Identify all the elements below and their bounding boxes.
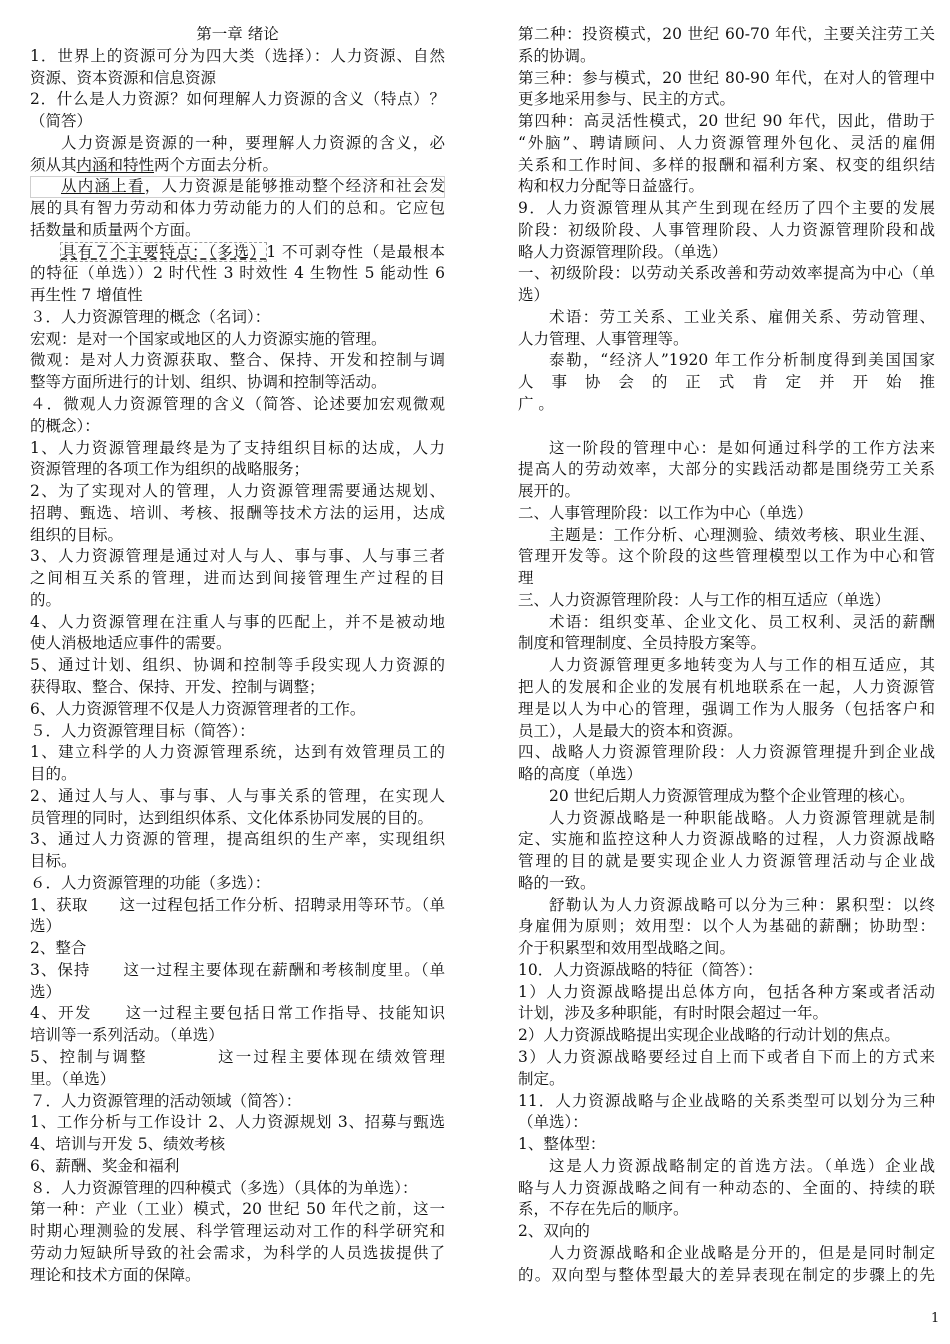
text-line: 制度和管理制度、全员持股方案等。 xyxy=(518,634,767,653)
text-line: 资源、资本资源和信息资源 xyxy=(30,68,217,87)
right-column xyxy=(518,24,935,1286)
text-line: 管理的目的就是要实现企业人力资源管理活动与企业战 xyxy=(518,852,935,871)
paragraph xyxy=(30,938,445,960)
blank-line xyxy=(518,416,935,438)
text-line: 的。双向型与整体型最大的差异表现在制定的步骤上的先 xyxy=(518,1265,935,1284)
text-line: 员工），人是最大的资本和资源。 xyxy=(518,721,743,740)
paragraph xyxy=(30,1091,445,1113)
text-line: 目的。 xyxy=(30,765,77,784)
text-line: 6、人力资源管理不仅是人力资源管理者的工作。 xyxy=(30,699,366,718)
text-line: 人力资源管理更多地转变为人与工作的相互适应，其 xyxy=(549,656,935,675)
paragraph xyxy=(518,350,935,415)
paragraph xyxy=(30,133,445,177)
paragraph xyxy=(30,699,445,721)
text-line: 培训等一系列活动。（单选） xyxy=(30,1026,224,1045)
text-line: 1、获取 这一过程包括工作分析、招聘录用等环节。（单 xyxy=(30,895,445,914)
text-line: 选） xyxy=(30,982,62,1001)
paragraph xyxy=(30,612,445,656)
paragraph xyxy=(518,68,935,112)
paragraph xyxy=(30,742,445,786)
text-line: 的。 xyxy=(30,590,62,609)
paragraph xyxy=(30,1112,445,1156)
text-line: 术语：组织变革、企业文化、员工权利、灵活的薪酬 xyxy=(549,612,935,631)
text-line: 更多地采用参与、民主的方式。 xyxy=(518,90,736,109)
text-line: 三、人力资源管理阶段：人与工作的相互适应（单选） xyxy=(518,590,891,609)
paragraph xyxy=(30,786,445,830)
text-line: 关系和工作时间、多样的报酬和福利方案、权变的组织结 xyxy=(518,155,935,174)
text-line: 里。（单选） xyxy=(30,1069,116,1088)
text-line: 4、培训与开发 5、绩效考核 xyxy=(30,1135,226,1154)
text-line: 四、战略人力资源管理阶段：人力资源管理提升到企业战 xyxy=(518,743,935,762)
text-line: 管理开发等。这个阶段的这些管理模型以工作为中心和管 xyxy=(518,547,935,566)
text-line: 的特征（单选））2 时代性 3 时效性 4 生物性 5 能动性 6 xyxy=(30,264,445,283)
paragraph xyxy=(30,895,445,939)
text-line: 时期心理测验的发展、科学管理运动对工作的科学研究和 xyxy=(30,1222,445,1241)
text-line: 2、通过人与人、事与事、人与事关系的管理，在实现人 xyxy=(30,786,445,805)
text-line: 3、保持 这一过程主要体现在薪酬和考核制度里。（单 xyxy=(30,960,445,979)
text-line: 提高人的劳动效率，大部分的实践活动都是围绕劳工关系 xyxy=(518,460,935,479)
chapter-title: 第一章 绪论 xyxy=(196,25,279,43)
page-number: 1 xyxy=(931,1311,940,1326)
paragraph xyxy=(30,307,445,329)
paragraph xyxy=(518,960,935,982)
text-line: 广 。 xyxy=(518,395,554,414)
text-line: 20 世纪后期人力资源管理成为整个企业管理的核心。 xyxy=(549,786,915,805)
paragraph xyxy=(518,1134,935,1156)
text-line: 制定。 xyxy=(518,1069,565,1088)
text-line: 微观：是对人力资源获取、整合、保持、开发和控制与调 xyxy=(30,351,445,370)
text-line: 3、人力资源管理是通过对人与人、事与事、人与事三者 xyxy=(30,547,445,566)
paragraph xyxy=(30,350,445,394)
text-line: 4、开发 这一过程主要包括日常工作指导、技能知识 xyxy=(30,1004,445,1023)
paragraph xyxy=(30,829,445,873)
text-line: （单选）： xyxy=(518,1113,588,1132)
text-line: 招聘、甄选、培训、考核、报酬等技术方法的运用，达成 xyxy=(30,503,445,522)
text-line: 3、通过人力资源的管理，提高组织的生产率，实现组织 xyxy=(30,830,445,849)
text-line: 目标。 xyxy=(30,852,77,871)
text-line: 组织的目标。 xyxy=(30,525,124,544)
text-line: 第一种：产业（工业）模式，20 世纪 50 年代之前，这一 xyxy=(30,1200,445,1219)
text-line: 展的具有智力劳动和体力劳动能力的人们的总和。它应包 xyxy=(30,199,445,218)
text-segment: 两个方面去分析。 xyxy=(154,155,279,174)
text-line: 2、为了实现对人的管理，人力资源管理需要通达规划、 xyxy=(30,482,445,501)
text-line: 9．人力资源管理从其产生到现在经历了四个主要的发展 xyxy=(518,199,935,218)
text-line: 二、人事管理阶段：以工作为中心（单选） xyxy=(518,503,813,522)
underlined-text: 具有７个主要特点：（多选） xyxy=(61,242,267,261)
text-line: 这一阶段的管理中心：是如何通过科学的工作方法来 xyxy=(549,438,935,457)
text-line: 人力资源战略和企业战略是分开的，但是是同时制定 xyxy=(549,1243,935,1262)
text-line: 主题是：工作分析、心理测验、绩效考核、职业生涯、 xyxy=(549,525,935,544)
text-line: 2．什么是人力资源？如何理解人力资源的含义（特点）？ xyxy=(30,90,445,109)
text-line: 劳动力短缺所导致的社会需求，为科学的人员选拔提供了 xyxy=(30,1243,445,1262)
text-line: 身雇佣为原则；效用型：以个人为基础的薪酬；协助型： xyxy=(518,917,935,936)
paragraph xyxy=(518,198,935,263)
text-line: 再生性 7 增值性 xyxy=(30,286,143,305)
text-line: 括数量和质量两个方面。 xyxy=(30,220,201,239)
paragraph xyxy=(30,873,445,895)
text-line: 第二种：投资模式，20 世纪 60-70 年代，主要关注劳工关 xyxy=(518,25,935,43)
paragraph xyxy=(518,895,935,960)
text-segment: 须从其 xyxy=(30,155,77,174)
text-line: 2、整合 xyxy=(30,939,87,958)
paragraph xyxy=(30,438,445,482)
paragraph xyxy=(30,1199,445,1286)
text-line: 构和权力分配等日益盛行。 xyxy=(518,177,705,196)
paragraph xyxy=(518,111,935,198)
text-line: 略人力资源管理阶段。（单选） xyxy=(518,242,728,261)
text-line: 舒勒认为人力资源战略可以分为三种：累积型：以终 xyxy=(549,895,935,914)
text-line: 人力管理、人事管理等。 xyxy=(518,329,689,348)
underlined-text: 内涵和特性 xyxy=(76,155,155,174)
paragraph xyxy=(30,546,445,611)
paragraph xyxy=(518,742,935,786)
text-line xyxy=(30,176,445,198)
paragraph xyxy=(30,655,445,699)
paragraph xyxy=(518,1221,935,1243)
text-line: 之间相互关系的管理，进而达到间接管理生产过程的目 xyxy=(30,569,445,588)
paragraph xyxy=(30,329,445,351)
text-line: 资源管理的各项工作为组织的战略服务； xyxy=(30,460,310,479)
text-line: 6、薪酬、奖金和福利 xyxy=(30,1156,180,1175)
text-line: 系的协调。 xyxy=(518,46,596,65)
text-line: 11．人力资源战略与企业战略的关系类型可以划分为三种 xyxy=(518,1091,935,1110)
paragraph xyxy=(518,1047,935,1091)
paragraph xyxy=(518,1243,935,1287)
text-line: 泰勒，“经济人”1920 年工作分析制度得到美国国家 xyxy=(549,351,935,370)
paragraph xyxy=(30,46,445,90)
text-line: （简答） xyxy=(30,112,93,131)
text-line: “外脑”、聘请顾问、人力资源管理外包化、灵活的雇佣 xyxy=(518,133,935,152)
text-line: ５．人力资源管理目标（简答）： xyxy=(30,721,255,740)
text-line: ４．微观人力资源管理的含义（简答、论述要加宏观微观 xyxy=(30,395,445,414)
paragraph xyxy=(518,1025,935,1047)
paragraph xyxy=(30,176,445,241)
text-line: 理论和技术方面的保障。 xyxy=(30,1265,201,1284)
text-line: 选） xyxy=(518,286,550,305)
text-line: 这是人力资源战略制定的首选方法。（单选）企业战 xyxy=(549,1156,935,1175)
text-line: 一、初级阶段：以劳动关系改善和劳动效率提高为中心（单 xyxy=(518,264,935,283)
paragraph xyxy=(30,1003,445,1047)
paragraph xyxy=(518,24,935,68)
text-line: 人力资源是资源的一种，要理解人力资源的含义，必 xyxy=(61,133,445,152)
text-line: 人 事 协 会 的 正 式 肯 定 并 开 始 推 xyxy=(518,373,935,392)
text-line: ７．人力资源管理的活动领域（简答）： xyxy=(30,1091,302,1110)
text-line: ３．人力资源管理的概念（名词）： xyxy=(30,307,271,326)
text-line: 略的一致。 xyxy=(518,873,596,892)
paragraph xyxy=(30,394,445,438)
paragraph xyxy=(30,1047,445,1091)
paragraph xyxy=(30,1156,445,1178)
text-line: 介于积累型和效用型战略之间。 xyxy=(518,939,736,958)
text-line: 的概念）： xyxy=(30,416,100,435)
text-line: 4、人力资源管理在注重人与事的匹配上，并不是被动地 xyxy=(30,612,445,631)
text-line: 选） xyxy=(30,917,62,936)
text-line: 略的高度（单选） xyxy=(518,765,643,784)
text-line: 使人消极地适应事件的需要。 xyxy=(30,634,232,653)
text-line: 2、双向的 xyxy=(518,1222,590,1241)
text-line: 术语：劳工关系、工业关系、雇佣关系、劳动管理、 xyxy=(549,307,935,326)
paragraph xyxy=(518,525,935,590)
text-line: 理是以人为中心的管理，强调工作为人服务（包括客户和 xyxy=(518,699,935,718)
left-column-body xyxy=(30,46,445,1287)
left-column xyxy=(30,24,445,1286)
text-segment: ，人力资源是能够推动整个经济和社会发 xyxy=(144,177,445,196)
paragraph xyxy=(30,89,445,133)
text-line: 1）人力资源战略提出总体方向，包括各种方案或者活动 xyxy=(518,982,935,1001)
paragraph xyxy=(30,481,445,546)
paragraph xyxy=(30,1178,445,1200)
text-line: 5、通过计划、组织、协调和控制等手段实现人力资源的 xyxy=(30,656,445,675)
paragraph xyxy=(30,960,445,1004)
text-line: 1．世界上的资源可分为四大类（选择）：人力资源、自然 xyxy=(30,46,445,65)
text-line: 整等方面所进行的计划、组织、协调和控制等活动。 xyxy=(30,373,387,392)
text-segment: 1 不可剥夺性（是最根本 xyxy=(266,242,445,261)
text-line: 第四种：高灵活性模式，20 世纪 90 年代，因此，借助于 xyxy=(518,112,935,131)
text-line: ６．人力资源管理的功能（多选）： xyxy=(30,873,271,892)
text-line: 1、建立科学的人力资源管理系统，达到有效管理员工的 xyxy=(30,743,445,762)
text-line: 宏观：是对一个国家或地区的人力资源实施的管理。 xyxy=(30,329,387,348)
paragraph xyxy=(518,1091,935,1135)
text-line: 2）人力资源战略提出实现企业战略的行动计划的焦点。 xyxy=(518,1026,900,1045)
text-line: 1、整体型： xyxy=(518,1135,606,1154)
text-line: 系，不存在先后的顺序。 xyxy=(518,1200,689,1219)
paragraph xyxy=(518,982,935,1026)
text-line: 第三种：参与模式，20 世纪 80-90 年代，在对人的管理中 xyxy=(518,68,935,87)
text-line: 计划，涉及多种职能，有时时限会超过一年。 xyxy=(518,1004,829,1023)
text-line: 获得取、整合、保持、开发、控制与调整； xyxy=(30,677,325,696)
paragraph xyxy=(30,242,445,307)
underlined-text: 从内涵上看 xyxy=(61,177,145,196)
paragraph xyxy=(30,721,445,743)
text-line: ８．人力资源管理的四种模式（多选）（具体的为单选）： xyxy=(30,1178,418,1197)
text-line xyxy=(30,242,445,264)
text-line: 3）人力资源战略要经过自上而下或者自下而上的方式来 xyxy=(518,1047,935,1066)
text-line: 阶段：初级阶段、人事管理阶段、人力资源管理阶段和战 xyxy=(518,220,935,239)
text-line: 5、控制与调整 这一过程主要体现在绩效管理 xyxy=(30,1047,445,1066)
paragraph xyxy=(518,307,935,351)
paragraph xyxy=(518,612,935,656)
text-line: 人力资源战略是一种职能战略。人力资源管理就是制 xyxy=(549,808,935,827)
right-column-body xyxy=(518,24,935,1286)
paragraph xyxy=(518,263,935,307)
paragraph xyxy=(518,590,935,612)
paragraph xyxy=(518,786,935,808)
text-line: 略与人力资源战略之间有一种动态的、全面的、持续的联 xyxy=(518,1178,935,1197)
paragraph xyxy=(518,1156,935,1221)
text-line: 定、实施和监控这种人力资源战略的过程，人力资源战略 xyxy=(518,830,935,849)
text-line: 1、人力资源管理最终是为了支持组织目标的达成，人力 xyxy=(30,438,445,457)
paragraph xyxy=(518,808,935,895)
text-line: 10．人力资源战略的特征（简答）： xyxy=(518,960,763,979)
text-line: 展开的。 xyxy=(518,482,581,501)
text-line: 1、工作分析与工作设计 2、人力资源规划 3、招募与甄选 xyxy=(30,1113,445,1132)
text-line: 员管理的同时，达到组织体系、文化体系协同发展的目的。 xyxy=(30,808,434,827)
text-line: 理 xyxy=(518,569,534,588)
paragraph xyxy=(518,503,935,525)
text-line xyxy=(30,155,445,177)
paragraph xyxy=(518,655,935,742)
text-line: 把人的发展和企业的发展有机地联系在一起，人力资源管 xyxy=(518,677,935,696)
paragraph xyxy=(518,438,935,503)
